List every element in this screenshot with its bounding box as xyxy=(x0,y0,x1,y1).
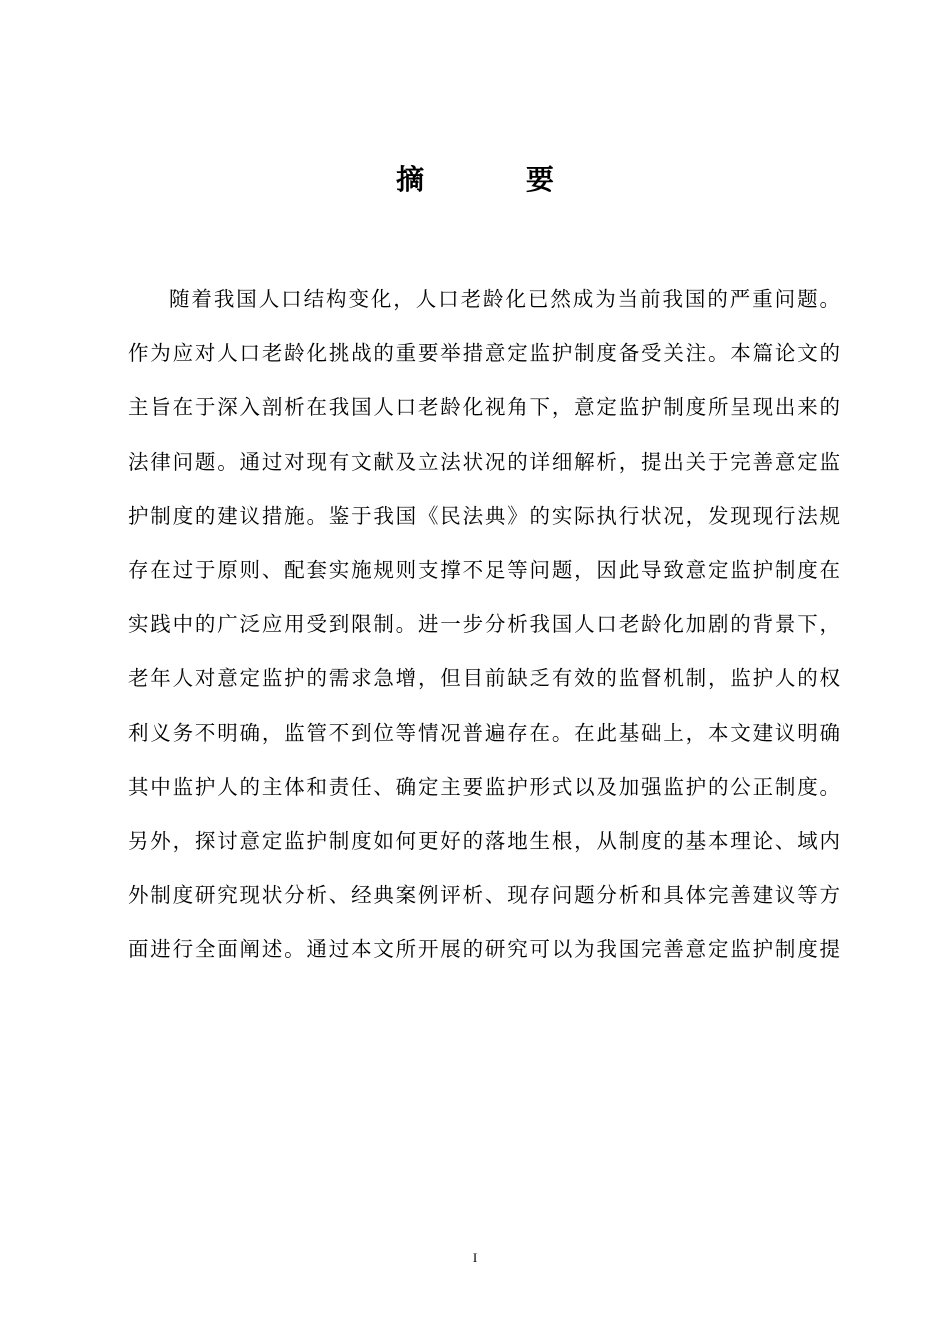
page-number: I xyxy=(472,1250,478,1265)
abstract-line: 法律问题。通过对现有文献及立法状况的详细解析，提出关于完善意定监 xyxy=(128,449,840,474)
abstract-line: 主旨在于深入剖析在我国人口老龄化视角下，意定监护制度所呈现出来的 xyxy=(128,395,840,420)
abstract-line: 作为应对人口老龄化挑战的重要举措意定监护制度备受关注。本篇论文的 xyxy=(128,341,840,366)
abstract-line: 外制度研究现状分析、经典案例评析、现存问题分析和具体完善建议等方 xyxy=(128,883,840,908)
abstract-line: 随着我国人口结构变化，人口老龄化已然成为当前我国的严重问题。 xyxy=(169,287,840,311)
abstract-line: 面进行全面阐述。通过本文所开展的研究可以为我国完善意定监护制度提 xyxy=(128,937,840,962)
abstract-body xyxy=(128,276,840,980)
abstract-line: 利义务不明确，监管不到位等情况普遍存在。在此基础上，本文建议明确 xyxy=(128,720,840,745)
abstract-line: 老年人对意定监护的需求急增，但目前缺乏有效的监督机制，监护人的权 xyxy=(128,666,840,691)
abstract-line: 其中监护人的主体和责任、确定主要监护形式以及加强监护的公正制度。 xyxy=(128,774,840,799)
abstract-line: 另外，探讨意定监护制度如何更好的落地生根，从制度的基本理论、域内 xyxy=(128,828,840,853)
page-title: 摘 要 xyxy=(396,163,600,196)
abstract-line: 护制度的建议措施。鉴于我国《民法典》的实际执行状况，发现现行法规 xyxy=(128,503,840,528)
abstract-line: 实践中的广泛应用受到限制。进一步分析我国人口老龄化加剧的背景下， xyxy=(128,612,840,637)
abstract-line: 存在过于原则、配套实施规则支撑不足等问题，因此导致意定监护制度在 xyxy=(128,557,840,582)
